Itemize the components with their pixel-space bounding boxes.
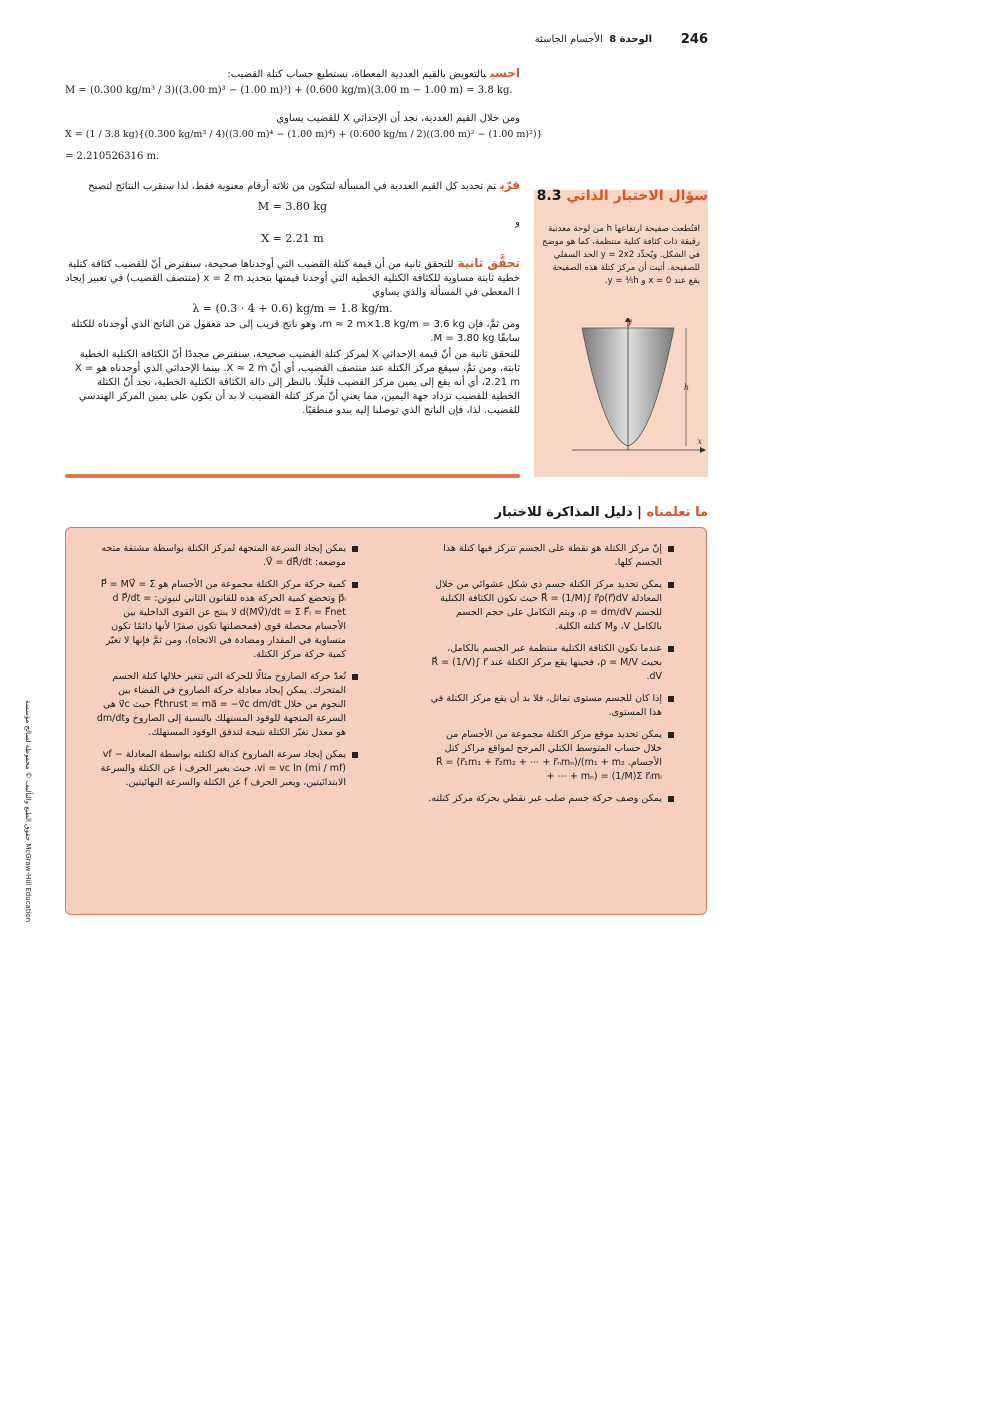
- x-paragraph: ومن خلال القيم العددية، نجد أن الإحداثي X للقضيب يساوي: [276, 113, 520, 124]
- learned-title-accent: ما تعلمناه: [646, 505, 708, 520]
- compute-text: بالتعويض بالقيم العددية المعطاة، نستطيع حساب كتلة القضيب:: [227, 69, 487, 80]
- study-guide-box: [65, 527, 707, 915]
- bullet-item: يمكن تحديد مركز الكتلة جسم ذي شكل عشوائي من خلال المعادلة R⃗ = (1/M)∫ r⃗ρ(r⃗)dV حيث تكون الكثافة الكتلية للجسم ρ = dm/dV، ويتم التكامل على حجم الجسم بالكامل V، وM كتلته الكلية.: [426, 578, 676, 634]
- page-number: 246: [680, 32, 708, 47]
- x-axis-label: x: [697, 437, 702, 446]
- check-keyword: تحقَّق ثانية: [457, 256, 520, 270]
- bullet-item: يمكن تحديد موقع مركز الكتلة مجموعة من الأجسام من خلال حساب المتوسط الكتلي المرجح لمواقع مراكز كتل الأجسام. R⃗ = (r⃗₁m₁ + r⃗₂m₂ + ⋯ + r⃗ₙmₙ)/(m₁ + m₂ + ⋯ + mₙ) = (1/M)Σ r⃗ᵢmᵢ: [426, 728, 676, 784]
- study-guide-left-column: [92, 542, 360, 798]
- check-text-1: للتحقق ثانية من أن قيمة كتلة القضيب التي أوجدناها صحيحة، سنفترض أنّ للقضيب كثافة كتلية خطية ثابتة مساوية للكثافة الكتلية الخطية التي أوجدنا قيمتها بتحديد x = 2 m (منتصف القضيب) في تعبير إيجاد l المعطى في المسألة والذي يساوي: [65, 259, 520, 298]
- check-paragraph-3: للتحقق ثانية من أنّ قيمة الإحداثي X لمركز كتلة القضيب صحيحة، سنفترض مجددًا أنّ الكثافة الكتلية الخطية ثابتة، ومن ثمَّ، سيقع مركز الكتلة عند منتصف القضيب، أي أنّ X ≈ 2 m. بينما الإحداثي الذي أوجدناه هو X = 2.21 m، أي أنه يقع إلى يمين مركز القضيب قليلًا. بالنظر إلى دالة الكثافة الكتلية الخطية، نجد أنّ الكتلة الخطية للقضيب تزداد جهة اليمين، مما يعني أنّ مركز كتلة القضيب لا بد أن يكون على يمين المركز الهندسي للقضيب. لذا، فإن الناتج الذي توصلنا إليه يبدو منطقيًا.: [74, 349, 520, 416]
- learned-title-rest: | دليل المذاكرة للاختبار: [494, 505, 642, 520]
- round-paragraph: [65, 178, 520, 194]
- lambda-equation: λ = (0.3 · 4 + 0.6) kg/m = 1.8 kg/m.: [192, 302, 393, 315]
- self-test-title: [537, 188, 708, 204]
- self-test-title-text: سؤال الاختبار الذاتي: [566, 188, 708, 204]
- and-word: و: [515, 217, 520, 228]
- parabola-plate-figure: [552, 318, 706, 460]
- bullet-item: كمية حركة مركز الكتلة مجموعة من الأجسام هو P⃗ = MV⃗ = Σ p⃗ᵢ وتخضع كمية الحركة هذه للقانون الثاني لنيوتن: d P⃗/dt = d(MV⃗)/dt = Σ F⃗ᵢ = F⃗net لا ينتج عن القوى الداخلية بين الأجسام محصلة قوى (فمحصلتها تكون صفرًا لأنها دائمًا تكون متساوية في المقدار ومضادة في الاتجاه)، ومن ثمَّ فإنها لا تغيّر كمية حركة مركز الكتلة.: [92, 578, 360, 662]
- round-keyword: قرّب: [500, 178, 520, 192]
- compute-keyword: احسب: [490, 66, 520, 80]
- rounded-x: X = 2.21 m: [261, 232, 324, 245]
- self-test-box: [534, 190, 708, 477]
- bullet-item: يمكن إيجاد السرعة المتجهة لمركز الكتلة بواسطة مشتقة متجه موضعه: V⃗ = dR⃗/dt.: [92, 542, 360, 570]
- study-guide-right-column: [426, 542, 676, 814]
- x-equation: X = (1 / 3.8 kg){(0.300 kg/m³ / 4)((3.00 m)⁴ − (1.00 m)⁴) + (0.600 kg/m / 2)((3.00 m)² − (1.00 m)²)}: [65, 129, 543, 140]
- bullet-item: تُعدّ حركة الصاروخ مثالًا للحركة التي تتغير خلالها كتلة الجسم المتحرك. يمكن إيجاد معادلة حركة الصاروخ في الفضاء بين النجوم من خلال F⃗thrust = ma⃗ = −v⃗c dm/dt حيث v⃗c هي السرعة المتجهة للوقود المستهلك بالنسبة إلى الصاروخ وdm/dt هو معدل تغيّر الكتلة نتيجة لتدفق الوقود المستهلك.: [92, 670, 360, 740]
- unit-title: الأجسام الجاسئة: [534, 34, 603, 45]
- copyright-note: حقوق الطبع والتأليف © محفوظة لصالح مؤسسة McGraw-Hill Education: [24, 700, 32, 923]
- check-paragraph-1: [65, 256, 520, 300]
- bullet-item: يمكن إيجاد سرعة الصاروخ كدالة لكتلته بواسطة المعادلة vf − vi = vc ln (mi / mf)، حيث يعبر الحرف i عن الكتلة والسرعة الابتدائيتين، ويعبر الحرف f عن الكتلة والسرعة النهائيتين.: [92, 748, 360, 790]
- self-test-body: اقتُطعت صفيحة ارتفاعها h من لوحة معدنية رقيقة ذات كثافة كتلية منتظمة، كما هو موضح في الشكل. ويُحدِّد y = 2x2 الحد السفلي للصفيحة. أثبت أن مركز كتلة هذه الصفيحة يقع عند x = 0 و y = ³⁄₅h.: [542, 224, 700, 286]
- mass-equation: M = (0.300 kg/m³ / 3)((3.00 m)³ − (1.00 m)³) + (0.600 kg/m)(3.00 m − 1.00 m) = 3.8 kg.: [65, 85, 513, 96]
- h-label: h: [683, 383, 689, 392]
- compute-paragraph: [65, 66, 520, 82]
- bullet-item: إذا كان للجسم مستوى تماثل، فلا بد أن يقع مركز الكتلة في هذا المستوى.: [426, 692, 676, 720]
- round-text: تم تحديد كل القيم العددية في المسألة لتتكون من ثلاثة أرقام معنوية فقط، لذا سنقرب النتائج لتصبح: [88, 181, 497, 192]
- page-header: [60, 30, 708, 52]
- learned-title: [470, 505, 708, 520]
- bullet-item: إنّ مركز الكتلة هو نقطة على الجسم تتركز فيها كتلة هذا الجسم كلها.: [426, 542, 676, 570]
- check-paragraph-2: ومن ثمَّ، فإن m ≈ 2 m×1.8 kg/m = 3.6 kg، وهو ناتج قريب إلى حد معقول من الناتج الذي أوجدناه للكتلة سابقًا M = 3.80 kg.: [71, 319, 520, 344]
- self-test-number: 8.3: [536, 188, 562, 204]
- bullet-item: يمكن وصف حركة جسم صلب غير نقطي بحركة مركز كتلته.: [426, 792, 676, 806]
- bullet-item: عندما تكون الكثافة الكتلية منتظمة عبر الجسم بالكامل، بحيث ρ = M/V، فحينها يقع مركز الكتلة عند R⃗ = (1/V)∫ r⃗ dV.: [426, 642, 676, 684]
- worked-example: [65, 66, 543, 474]
- rounded-mass: M = 3.80 kg: [257, 200, 328, 213]
- unit-label: [535, 34, 652, 45]
- x-result: = 2.210526316 m.: [65, 151, 160, 162]
- x-axis-arrow: [700, 447, 706, 453]
- y-axis-label: y: [627, 318, 632, 326]
- example-bottom-rule: [65, 474, 520, 478]
- unit-number: الوحدة 8: [609, 34, 652, 45]
